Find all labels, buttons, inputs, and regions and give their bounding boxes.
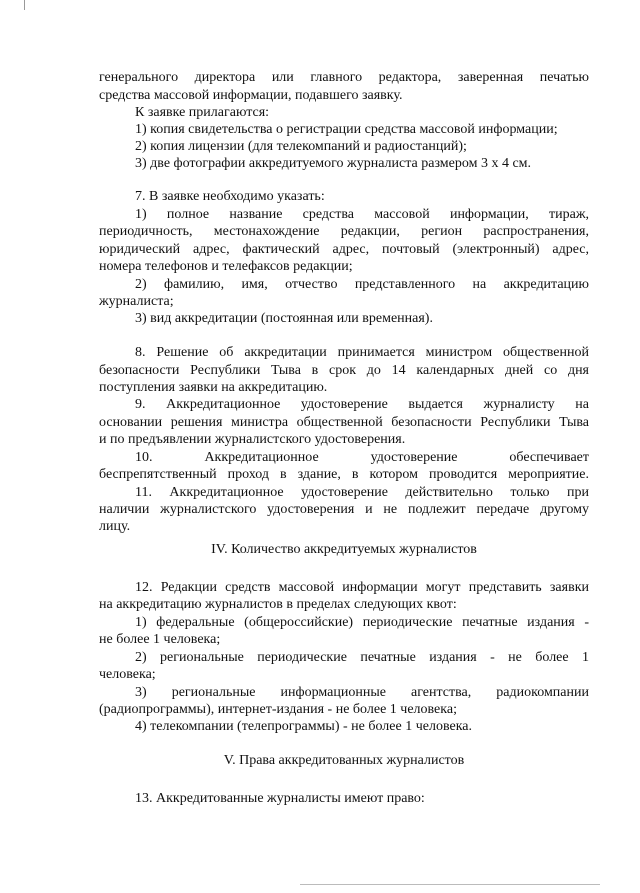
text-line: 1) полное название средства массовой информации, тираж, (135, 207, 589, 222)
text-line: 2) фамилию, имя, отчество представленного на аккредитацию (135, 277, 589, 292)
footer-rule (300, 884, 600, 885)
text-line: наличии журналистского удостоверения и не подлежит передаче другому (99, 502, 589, 517)
text-line: (радиопрограммы), интернет-издания - не более 1 человека; (99, 702, 457, 717)
text-line: не более 1 человека; (99, 632, 221, 647)
text-line: 3) вид аккредитации (постоянная или временная). (135, 311, 433, 326)
text-line: 11. Аккредитационное удостоверение действительно только при (135, 485, 589, 500)
text-line: 8. Решение об аккредитации принимается министром общественной (135, 345, 589, 360)
text-line: 10. Аккредитационное удостоверение обеспечивает (135, 450, 589, 465)
text-line: поступления заявки на аккредитацию. (99, 380, 328, 395)
text-line: 2) региональные периодические печатные издания - не более 1 (135, 650, 589, 665)
text-line: лицу. (99, 519, 131, 534)
text-line: беспрепятственный проход в здание, в котором проводится мероприятие. (99, 467, 589, 482)
text-line: 13. Аккредитованные журналисты имеют право: (135, 791, 425, 806)
text-line: номера телефонов и телефаксов редакции; (99, 259, 353, 274)
text-line: основании решения министра общественной безопасности Республики Тыва (99, 415, 589, 430)
text-line: человека; (99, 667, 156, 682)
text-line: средства массовой информации, подавшего заявку. (99, 88, 403, 103)
text-line: 9. Аккредитационное удостоверение выдается журналисту на (135, 397, 589, 412)
text-line: 3) две фотографии аккредитуемого журналиста размером 3 x 4 см. (135, 156, 532, 171)
text-line: журналиста; (99, 294, 174, 309)
text-line: безопасности Республики Тыва в срок до 14 календарных дней со дня (99, 363, 589, 378)
section-heading: IV. Количество аккредитуемых журналистов (211, 542, 477, 557)
text-line: 2) копия лицензии (для телекомпаний и радиостанций); (135, 139, 467, 154)
text-line: генерального директора или главного редактора, заверенная печатью (99, 70, 589, 85)
text-line: 3) региональные информационные агентства, радиокомпании (135, 685, 589, 700)
text-line: на аккредитацию журналистов в пределах следующих квот: (99, 597, 457, 612)
text-line: 4) телекомпании (телепрограммы) - не более 1 человека. (135, 719, 472, 734)
text-line: и по предъявлении журналистского удостоверения. (99, 432, 406, 447)
corner-mark (24, 0, 25, 10)
text-line: периодичность, местонахождение редакции, регион распространения, (99, 224, 589, 239)
section-heading: V. Права аккредитованных журналистов (223, 753, 465, 768)
text-line: юридический адрес, фактический адрес, почтовый (электронный) адрес, (99, 242, 589, 257)
text-line: 1) федеральные (общероссийские) периодические печатные издания - (135, 615, 589, 630)
text-line: 7. В заявке необходимо указать: (135, 189, 325, 204)
text-line: К заявке прилагаются: (135, 105, 270, 120)
text-line: 12. Редакции средств массовой информации могут представить заявки (135, 580, 589, 595)
text-line: 1) копия свидетельства о регистрации средства массовой информации; (135, 122, 558, 137)
